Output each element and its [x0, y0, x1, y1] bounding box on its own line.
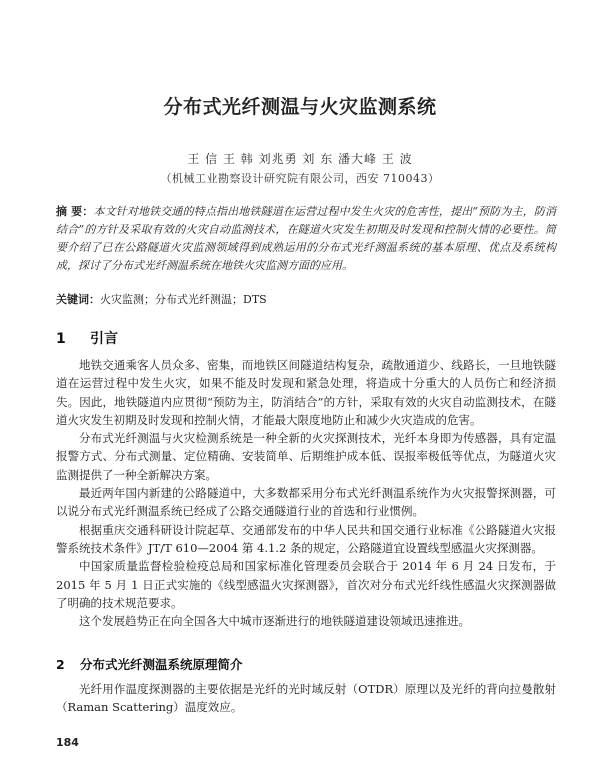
- abstract-text: 本文针对地铁交通的特点指出地铁隧道在运营过程中发生火灾的危害性，提出“预防为主，防消结合”的方针及采取有效的火灾自动监测技术，在隧道火灾发生初期及时发现和控制火情的必要性。简要介绍了已在公路隧道火灾监测领域得到成熟运用的分布式光纤测温系统的基本原理、优点及系统构成，探讨了分布式光纤测温系统在地铁火灾监测方面的应用。: [56, 205, 556, 272]
- section-number: 2: [56, 657, 65, 672]
- section-1-heading: [56, 328, 118, 348]
- keywords-text: 火灾监测；分布式光纤测温；DTS: [100, 293, 267, 306]
- paragraph: 分布式光纤测温与火灾检测系统是一种全新的火灾探测技术，光纤本身即为传感器，具有定温报警方式、分布式测量、定位精确、安装简单、后期维护成本低、误报率极低等优点，为隧道火灾监测提供了一种全新解决方案。: [56, 431, 556, 482]
- section-1-body: [56, 356, 556, 630]
- affiliation: （机械工业勘察设计研究院有限公司，西安 710043）: [160, 172, 440, 185]
- keywords: [56, 292, 556, 308]
- paragraph: 地铁交通乘客人员众多、密集，而地铁区间隧道结构复杂，疏散通道少、线路长，一旦地铁隧道在运营过程中发生火灾，如果不能及时发现和紧急处理，将造成十分重大的人员伤亡和经济损失。因此，地铁隧道内应贯彻“预防为主，防消结合”的方针，采取有效的火灾自动监测技术，在隧道火灾发生初期及时发现和控制火情，才能最大限度地防止和减少火灾造成的危害。: [56, 358, 556, 427]
- section-number: 1: [56, 331, 66, 347]
- section-title: 分布式光纤测温系统原理简介: [80, 657, 243, 672]
- paragraph: 根据重庆交通科研设计院起草、交通部发布的中华人民共和国交通行业标准《公路隧道火灾报警系统技术条件》JT/T 610—2004 第 4.1.2 条的规定，公路隧道宜设置线型感温火灾探测器。: [56, 522, 556, 555]
- paragraph: 中国家质量监督检验检疫总局和国家标准化管理委员会联合于 2014 年 6 月 24 日发布，于 2015 年 5 月 1 日正式实施的《线型感温火灾探测器》，首次对分布式光纤线性感温火灾探测器做了明确的技术规范要求。: [56, 559, 556, 610]
- keywords-label: 关键词：: [56, 293, 100, 306]
- paragraph: 这个发展趋势正在向全国各大中城市逐渐进行的地铁隧道建设领域迅速推进。: [79, 614, 470, 629]
- abstract-label: 摘 要：: [56, 205, 94, 218]
- page-number: 184: [56, 736, 79, 749]
- abstract: [56, 203, 556, 275]
- paragraph: 最近两年国内新建的公路隧道中，大多数都采用分布式光纤测温系统作为火灾报警探测器，可以说分布式光纤测温系统已经成了公路交通隧道行业的首选和行业惯例。: [56, 486, 556, 519]
- section-title: 引言: [90, 331, 118, 347]
- paper-title: 分布式光纤测温与火灾监测系统: [163, 96, 437, 118]
- author-list: 王 信 王 韩 刘兆勇 刘 东 潘大峰 王 波: [187, 152, 413, 166]
- section-2-heading: [56, 655, 243, 673]
- paragraph: 光纤用作温度探测器的主要依据是光纤的光时域反射（OTDR）原理以及光纤的背向拉曼散射（Raman Scattering）温度效应。: [56, 682, 556, 715]
- section-2-body: [56, 680, 556, 717]
